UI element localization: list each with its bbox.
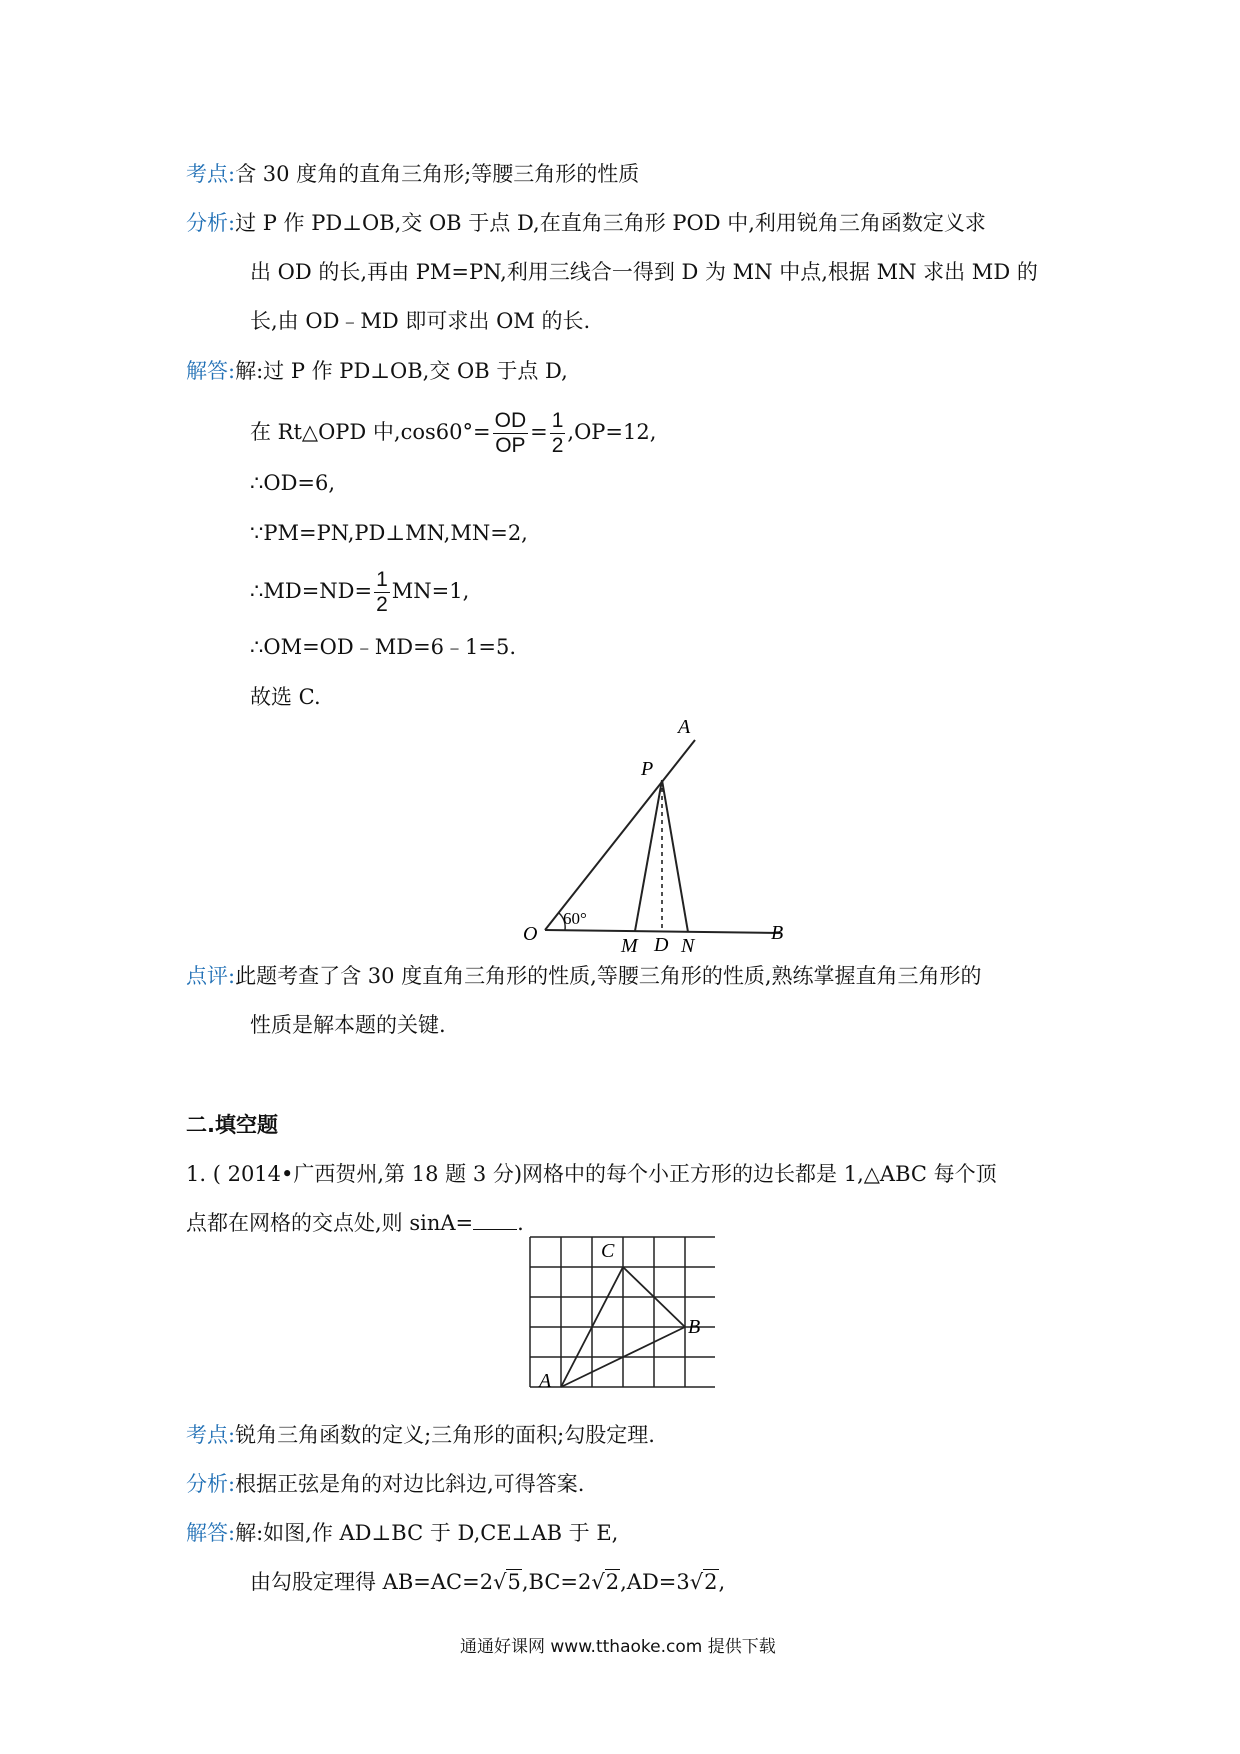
kaodian-label-2: 考点: bbox=[186, 1423, 236, 1447]
label-b2: B bbox=[688, 1316, 701, 1338]
jieda-line-1: 解:过 P 作 PD⊥OB,交 OB 于点 D, bbox=[235, 359, 568, 383]
problem-line-1: 1. ( 2014•广西贺州,第 18 题 3 分)网格中的每个小正方形的边长都是 1,△ABC 每个顶 bbox=[186, 1162, 997, 1186]
label-p: P bbox=[641, 758, 654, 780]
label-c2: C bbox=[601, 1240, 615, 1262]
dianping-line-2: 性质是解本题的关键. bbox=[250, 1013, 446, 1037]
dianping-line-1: 此题考查了含 30 度直角三角形的性质,等腰三角形的性质,熟练掌握直角三角形的 bbox=[235, 964, 982, 988]
step-cos-suffix: ,OP=12, bbox=[567, 420, 657, 444]
fenxi-label-2: 分析: bbox=[186, 1472, 236, 1496]
fraction-od-op bbox=[493, 409, 529, 458]
label-m: M bbox=[621, 935, 638, 955]
fraction-numerator: 1 bbox=[376, 568, 388, 591]
jieda-row-2 bbox=[186, 1518, 618, 1548]
label-a2: A bbox=[539, 1370, 552, 1392]
step-md bbox=[250, 568, 469, 617]
dianping-label: 点评: bbox=[186, 964, 236, 988]
fraction-half-2 bbox=[374, 568, 390, 617]
jieda-line-2-2: 由勾股定理得 AB=AC=2√5,BC=2√2,AD=3√2, bbox=[250, 1570, 726, 1594]
label-b: B bbox=[771, 922, 784, 944]
jieda-label: 解答: bbox=[186, 359, 236, 383]
fenxi-row-2 bbox=[186, 1469, 584, 1499]
fraction-numerator: 1 bbox=[551, 409, 564, 432]
pyth-part-c: ,AD=3 bbox=[620, 1570, 690, 1594]
geometry-figure-1 bbox=[515, 715, 795, 955]
kaodian-row-1 bbox=[186, 159, 639, 189]
problem-line-2-suffix: . bbox=[517, 1211, 524, 1235]
step-cos bbox=[250, 409, 656, 458]
sqrt-radicand-3: 2 bbox=[704, 1570, 718, 1594]
answer-blank bbox=[473, 1211, 517, 1230]
label-n: N bbox=[681, 935, 695, 955]
jieda-label-2: 解答: bbox=[186, 1521, 236, 1545]
problem-line-2-prefix: 点都在网格的交点处,则 sinA= bbox=[186, 1211, 474, 1235]
step-md-prefix: ∴MD=ND= bbox=[250, 579, 373, 603]
fraction-half bbox=[550, 409, 566, 458]
ray-ob bbox=[545, 930, 780, 933]
step-pm: ∵PM=PN,PD⊥MN,MN=2, bbox=[250, 521, 528, 545]
step-om: ∴OM=OD﹣MD=6﹣1=5. bbox=[250, 635, 517, 659]
step-cos-prefix: 在 Rt△OPD 中,cos60°= bbox=[250, 420, 491, 444]
section-heading: 二.填空题 bbox=[186, 1113, 278, 1137]
pyth-part-b: ,BC=2 bbox=[521, 1570, 592, 1594]
fraction-denominator: 2 bbox=[376, 593, 388, 616]
label-d: D bbox=[654, 934, 669, 955]
fenxi-row-1 bbox=[186, 208, 986, 238]
fraction-denominator: 2 bbox=[551, 434, 564, 457]
step-choice: 故选 C. bbox=[250, 685, 321, 709]
grid-figure bbox=[525, 1232, 715, 1392]
grid-lines bbox=[530, 1237, 715, 1387]
fenxi-label: 分析: bbox=[186, 211, 236, 235]
step-od: ∴OD=6, bbox=[250, 471, 336, 495]
pyth-part-a: 由勾股定理得 AB=AC=2 bbox=[250, 1570, 494, 1594]
step-md-suffix: MN=1, bbox=[391, 579, 470, 603]
pyth-part-d: , bbox=[718, 1570, 726, 1594]
jieda-line-2-1: 解:如图,作 AD⊥BC 于 D,CE⊥AB 于 E, bbox=[235, 1521, 619, 1545]
label-a: A bbox=[678, 716, 691, 738]
dianping-row-1 bbox=[186, 961, 982, 991]
fenxi-line-1: 过 P 作 PD⊥OB,交 OB 于点 D,在直角三角形 POD 中,利用锐角三角函数定义求 bbox=[235, 211, 986, 235]
fraction-numerator: OD bbox=[494, 409, 527, 432]
sqrt-radicand-2: 2 bbox=[605, 1570, 620, 1594]
segment-pm bbox=[635, 780, 662, 931]
label-o: O bbox=[523, 923, 538, 945]
kaodian-label: 考点: bbox=[186, 162, 236, 186]
fenxi-line-2: 出 OD 的长,再由 PM=PN,利用三线合一得到 D 为 MN 中点,根据 MN 求出 MD 的 bbox=[250, 260, 1038, 284]
fraction-denominator: OP bbox=[495, 434, 526, 457]
kaodian-text-2: 锐角三角函数的定义;三角形的面积;勾股定理. bbox=[235, 1423, 655, 1447]
equals-sign: = bbox=[530, 420, 548, 444]
ray-oa bbox=[545, 740, 695, 930]
kaodian-text: 含 30 度角的直角三角形;等腰三角形的性质 bbox=[235, 162, 640, 186]
sqrt-radicand-1: 5 bbox=[507, 1570, 521, 1594]
label-angle-60: 60° bbox=[563, 909, 587, 928]
problem-line-2 bbox=[186, 1208, 524, 1238]
footer-text: 通通好课网 www.tthaoke.com 提供下载 bbox=[460, 1637, 776, 1657]
kaodian-row-2 bbox=[186, 1420, 655, 1450]
segment-pn bbox=[662, 780, 688, 932]
fenxi-text-2: 根据正弦是角的对边比斜边,可得答案. bbox=[235, 1472, 585, 1496]
jieda-row-1 bbox=[186, 356, 568, 386]
fenxi-line-3: 长,由 OD﹣MD 即可求出 OM 的长. bbox=[250, 309, 591, 333]
